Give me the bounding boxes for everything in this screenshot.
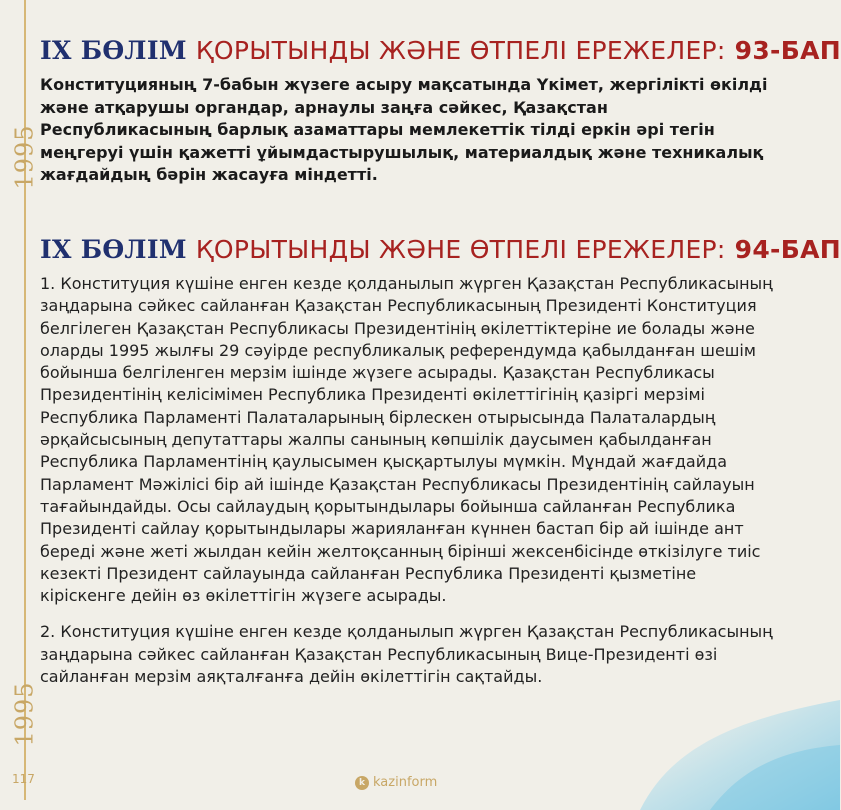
article-93-part: IX БӨЛІМ xyxy=(40,36,187,65)
article-93-text: Конституцияның 7-бабын жүзеге асыру мақсатында Үкімет, жергілікті өкілді және атқарушы органдар, арнаулы заңға сәйкес, Қазақстан Республикасының барлық азаматтары мемлекеттік тілді еркін әрі тегін меңгеруі үшін қажетті ұйымдастырушылық, материалдық және техникалық жағдайдың бәрін жасауға міндетті. xyxy=(40,75,768,184)
side-year-top: 1995 xyxy=(10,124,39,190)
kazinform-logo-text: kazinform xyxy=(373,775,438,790)
article-94-part: IX БӨЛІМ xyxy=(40,235,187,264)
article-94-paragraph-2: 2. Конституция күшіне енген кезде қолданылып жүрген Қазақстан Республикасының заңдарына сәйкес сайланған Қазақстан Республикасының Вице-Президенті өзі сайланған мерзім аяқталғанға дейін өкілеттігін сақтайды. xyxy=(40,622,773,687)
gold-divider-line xyxy=(24,0,26,800)
article-93-title: ҚОРЫТЫНДЫ ЖӘНЕ ӨТПЕЛІ ЕРЕЖЕЛЕР: xyxy=(195,36,726,65)
article-94-title: ҚОРЫТЫНДЫ ЖӘНЕ ӨТПЕЛІ ЕРЕЖЕЛЕР: xyxy=(195,235,726,264)
side-year-bottom: 1995 xyxy=(10,681,39,747)
article-94-number: 94-БАП xyxy=(734,235,841,264)
page-number: 117 xyxy=(12,772,35,786)
kazinform-logo[interactable] xyxy=(355,775,437,790)
article-94-heading xyxy=(40,235,841,265)
article-94-paragraph-1: 1. Конституция күшіне енген кезде қолданылып жүрген Қазақстан Республикасының заңдарына сәйкес сайланған Қазақстан Республикасының Президенті Конституция белгілеген Қазақстан Республикасы Президентінің өкілеттіктеріне ие болады және оларды 1995 жылғы 29 сәуірде республикалық референдумда қабылданған шешім бойынша белгіленген мерзім ішінде жүзеге асырады. Қазақстан Республикасы Президентінің келісімімен Республика Президенті өкілеттігінің қазіргі мерзімі Республика Парламенті Палаталарының бірлескен отырысында Палаталардың әрқайсысының депутаттары жалпы санының көпшілік даусымен қабылданған Республика Парламентінің қаулысымен қысқартылуы мүмкін. Мұндай жағдайда Парламент Мәжілісі бір ай ішінде Қазақстан Республикасы Президентінің сайлауын тағайындайды. Осы сайлаудың қорытындылары бойынша сайланған Республика Президенті сайлау қорытындылары жарияланған күннен бастап бір ай ішінде ант береді және жеті жылдан кейін желтоқсанның бірінші жексенбісінде өткізілуге тиіс кезекті Президент сайлауында сайланған Республика Президенті қызметіне кіріскенге дейін өз өкілеттігін жүзеге асырады. xyxy=(40,274,773,606)
article-93-number: 93-БАП xyxy=(734,36,841,65)
article-93-heading xyxy=(40,36,841,66)
article-94-section xyxy=(40,235,841,688)
article-93-section xyxy=(40,36,841,187)
kazinform-logo-icon: k xyxy=(355,776,369,790)
